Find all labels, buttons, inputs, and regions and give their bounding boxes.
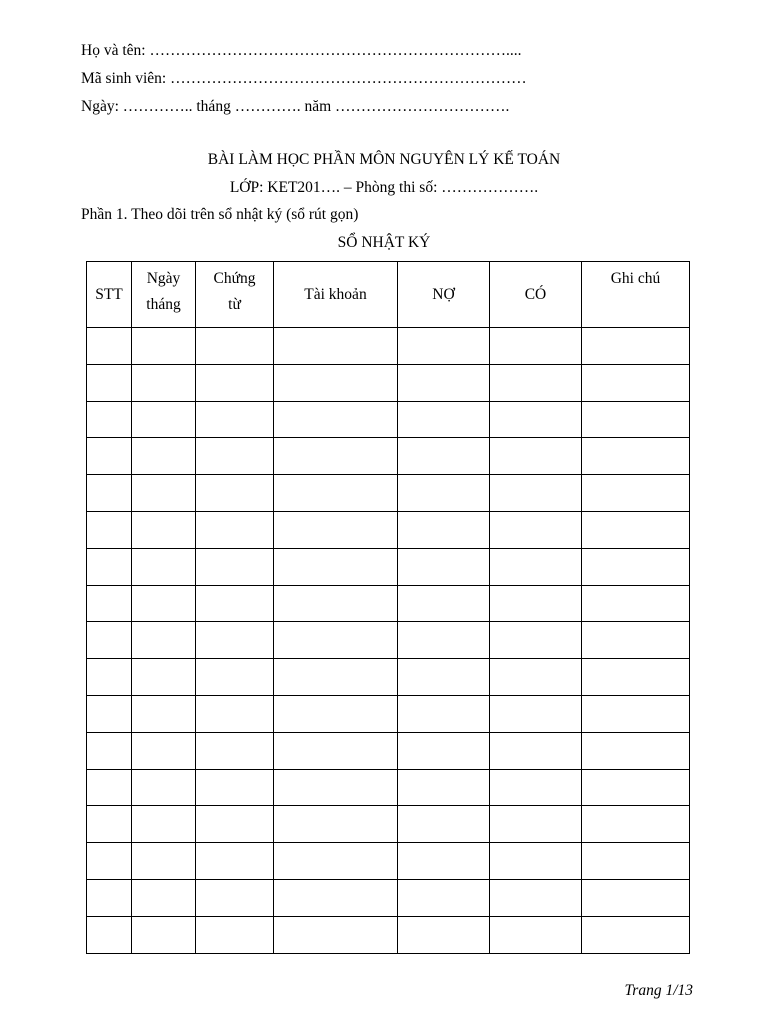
cell-debit[interactable] [398, 806, 490, 843]
cell-debit[interactable] [398, 585, 490, 622]
table-row [87, 401, 690, 438]
header-date-line2: tháng [146, 296, 181, 313]
cell-note[interactable] [582, 585, 690, 622]
cell-credit[interactable] [490, 438, 582, 475]
cell-account[interactable] [274, 695, 398, 732]
cell-debit[interactable] [398, 659, 490, 696]
header-document [196, 262, 274, 328]
cell-note[interactable] [582, 548, 690, 585]
cell-date[interactable] [132, 659, 196, 696]
cell-credit[interactable] [490, 732, 582, 769]
cell-note[interactable] [582, 732, 690, 769]
cell-note[interactable] [582, 916, 690, 953]
student-name-field: Họ và tên: …………………………………………………………….... [81, 42, 522, 59]
table-row [87, 879, 690, 916]
cell-credit[interactable] [490, 879, 582, 916]
cell-document[interactable] [196, 622, 274, 659]
cell-date[interactable] [132, 769, 196, 806]
table-row [87, 328, 690, 365]
cell-debit[interactable] [398, 879, 490, 916]
cell-debit[interactable] [398, 732, 490, 769]
cell-note[interactable] [582, 364, 690, 401]
cell-document[interactable] [196, 659, 274, 696]
cell-note[interactable] [582, 622, 690, 659]
class-room-line: LỚP: KET201…. – Phòng thi số: ………………. [229, 179, 539, 196]
cell-credit[interactable] [490, 622, 582, 659]
cell-stt[interactable] [87, 475, 132, 512]
cell-document[interactable] [196, 732, 274, 769]
cell-debit[interactable] [398, 401, 490, 438]
cell-document[interactable] [196, 843, 274, 880]
cell-document[interactable] [196, 475, 274, 512]
cell-account[interactable] [274, 511, 398, 548]
cell-document[interactable] [196, 769, 274, 806]
student-id-field: Mã sinh viên: …………………………………………………………… [81, 70, 527, 87]
header-credit: CÓ [490, 262, 582, 328]
cell-account[interactable] [274, 843, 398, 880]
header-debit: NỢ [398, 262, 490, 328]
cell-stt[interactable] [87, 548, 132, 585]
cell-document[interactable] [196, 879, 274, 916]
cell-credit[interactable] [490, 769, 582, 806]
cell-account[interactable] [274, 475, 398, 512]
cell-debit[interactable] [398, 769, 490, 806]
cell-debit[interactable] [398, 511, 490, 548]
table-row [87, 548, 690, 585]
cell-stt[interactable] [87, 622, 132, 659]
cell-date[interactable] [132, 879, 196, 916]
cell-account[interactable] [274, 585, 398, 622]
cell-date[interactable] [132, 843, 196, 880]
cell-stt[interactable] [87, 843, 132, 880]
cell-stt[interactable] [87, 364, 132, 401]
cell-note[interactable] [582, 879, 690, 916]
cell-debit[interactable] [398, 328, 490, 365]
cell-account[interactable] [274, 438, 398, 475]
cell-credit[interactable] [490, 364, 582, 401]
journal-table [86, 261, 690, 954]
table-row [87, 806, 690, 843]
cell-account[interactable] [274, 916, 398, 953]
cell-stt[interactable] [87, 695, 132, 732]
cell-account[interactable] [274, 548, 398, 585]
cell-date[interactable] [132, 916, 196, 953]
table-row [87, 438, 690, 475]
cell-credit[interactable] [490, 401, 582, 438]
cell-debit[interactable] [398, 364, 490, 401]
table-row [87, 732, 690, 769]
cell-date[interactable] [132, 622, 196, 659]
cell-stt[interactable] [87, 585, 132, 622]
table-row [87, 769, 690, 806]
page-number: Trang 1/13 [624, 982, 693, 999]
cell-note[interactable] [582, 511, 690, 548]
page-title: BÀI LÀM HỌC PHẦN MÔN NGUYÊN LÝ KẾ TOÁN [207, 151, 561, 168]
cell-stt[interactable] [87, 438, 132, 475]
cell-account[interactable] [274, 401, 398, 438]
table-row [87, 364, 690, 401]
cell-date[interactable] [132, 732, 196, 769]
cell-credit[interactable] [490, 659, 582, 696]
cell-credit[interactable] [490, 695, 582, 732]
cell-date[interactable] [132, 364, 196, 401]
cell-stt[interactable] [87, 879, 132, 916]
cell-note[interactable] [582, 328, 690, 365]
header-document-line1: Chứng [213, 270, 256, 287]
cell-note[interactable] [582, 659, 690, 696]
cell-document[interactable] [196, 328, 274, 365]
table-row [87, 659, 690, 696]
table-row [87, 695, 690, 732]
cell-note[interactable] [582, 475, 690, 512]
cell-stt[interactable] [87, 511, 132, 548]
cell-date[interactable] [132, 695, 196, 732]
header-date [132, 262, 196, 328]
cell-document[interactable] [196, 695, 274, 732]
table-row [87, 475, 690, 512]
cell-debit[interactable] [398, 843, 490, 880]
header-account: Tài khoản [274, 262, 398, 328]
table-row [87, 622, 690, 659]
cell-debit[interactable] [398, 695, 490, 732]
date-field: Ngày: ………….. tháng …………. năm ……………………………. [81, 98, 510, 115]
cell-credit[interactable] [490, 548, 582, 585]
journal-body [87, 328, 690, 954]
cell-date[interactable] [132, 511, 196, 548]
cell-date[interactable] [132, 548, 196, 585]
cell-account[interactable] [274, 806, 398, 843]
cell-stt[interactable] [87, 916, 132, 953]
part-label: Phần 1. Theo dõi trên sổ nhật ký (sổ rút gọn) [81, 206, 359, 223]
cell-note[interactable] [582, 695, 690, 732]
cell-note[interactable] [582, 843, 690, 880]
cell-note[interactable] [582, 769, 690, 806]
cell-stt[interactable] [87, 659, 132, 696]
cell-document[interactable] [196, 585, 274, 622]
journal-title: SỔ NHẬT KÝ [337, 234, 431, 251]
cell-account[interactable] [274, 328, 398, 365]
cell-credit[interactable] [490, 843, 582, 880]
cell-account[interactable] [274, 769, 398, 806]
cell-credit[interactable] [490, 511, 582, 548]
cell-document[interactable] [196, 364, 274, 401]
header-stt: STT [87, 262, 132, 328]
cell-document[interactable] [196, 806, 274, 843]
table-row [87, 843, 690, 880]
cell-note[interactable] [582, 806, 690, 843]
header-date-line1: Ngày [146, 270, 181, 287]
cell-debit[interactable] [398, 438, 490, 475]
cell-account[interactable] [274, 659, 398, 696]
cell-document[interactable] [196, 401, 274, 438]
cell-account[interactable] [274, 879, 398, 916]
cell-credit[interactable] [490, 806, 582, 843]
cell-date[interactable] [132, 475, 196, 512]
cell-debit[interactable] [398, 622, 490, 659]
cell-document[interactable] [196, 548, 274, 585]
cell-account[interactable] [274, 732, 398, 769]
cell-credit[interactable] [490, 585, 582, 622]
cell-date[interactable] [132, 328, 196, 365]
cell-date[interactable] [132, 585, 196, 622]
cell-document[interactable] [196, 511, 274, 548]
cell-date[interactable] [132, 438, 196, 475]
cell-debit[interactable] [398, 916, 490, 953]
cell-date[interactable] [132, 401, 196, 438]
cell-account[interactable] [274, 364, 398, 401]
cell-stt[interactable] [87, 769, 132, 806]
cell-debit[interactable] [398, 548, 490, 585]
cell-stt[interactable] [87, 328, 132, 365]
cell-note[interactable] [582, 438, 690, 475]
cell-document[interactable] [196, 916, 274, 953]
cell-note[interactable] [582, 401, 690, 438]
cell-stt[interactable] [87, 806, 132, 843]
cell-credit[interactable] [490, 328, 582, 365]
cell-debit[interactable] [398, 475, 490, 512]
cell-account[interactable] [274, 622, 398, 659]
cell-document[interactable] [196, 438, 274, 475]
cell-stt[interactable] [87, 732, 132, 769]
table-row [87, 916, 690, 953]
table-header-row [87, 262, 690, 328]
header-note: Ghi chú [582, 262, 690, 328]
cell-stt[interactable] [87, 401, 132, 438]
cell-credit[interactable] [490, 475, 582, 512]
table-row [87, 511, 690, 548]
cell-credit[interactable] [490, 916, 582, 953]
table-row [87, 585, 690, 622]
header-document-line2: từ [228, 296, 241, 313]
cell-date[interactable] [132, 806, 196, 843]
